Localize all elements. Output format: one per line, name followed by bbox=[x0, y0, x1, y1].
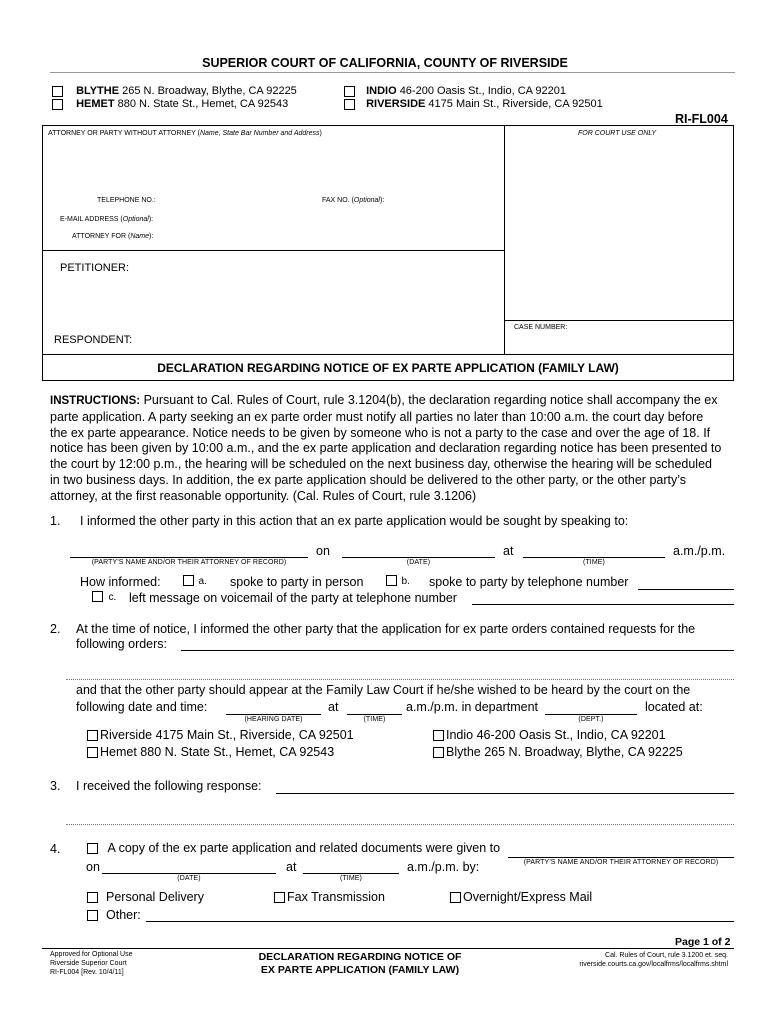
respondent-field[interactable] bbox=[135, 330, 495, 348]
overnight-mail-checkbox[interactable] bbox=[450, 892, 461, 903]
footer-rules: Cal. Rules of Court, rule 3.1200 et. seq. riverside.courts.ca.gov/localfrms/localfrms.shtml bbox=[579, 952, 728, 968]
item4-checkbox[interactable] bbox=[87, 843, 98, 854]
option-c: c. bbox=[92, 589, 116, 603]
telephone-field[interactable] bbox=[160, 193, 310, 206]
how-informed-label: How informed: bbox=[80, 575, 161, 589]
location-option-hemet: Hemet 880 N. State St., Hemet, CA 92543 bbox=[87, 745, 334, 759]
attorney-label: ATTORNEY OR PARTY WITHOUT ATTORNEY (Name, State Bar Number and Address) bbox=[48, 130, 322, 137]
option-b-text: spoke to party by telephone number bbox=[429, 575, 629, 589]
option-c-checkbox[interactable] bbox=[92, 591, 103, 602]
personal-delivery-option: Personal Delivery bbox=[87, 890, 204, 904]
other-option: Other: bbox=[87, 908, 141, 922]
option-a-checkbox[interactable] bbox=[183, 575, 194, 586]
item2-text3: and that the other party should appear at the Family Law Court if he/she wished to be heard by the court on the bbox=[76, 683, 691, 697]
item1-text: I informed the other party in this action that an ex parte application would be sought by speaking to: bbox=[80, 514, 629, 528]
item4-party-line[interactable] bbox=[508, 857, 734, 858]
dept-line[interactable] bbox=[545, 714, 637, 715]
item4-ampm-by: a.m./p.m. by: bbox=[407, 860, 480, 874]
hearing-date-caption: (HEARING DATE) bbox=[244, 716, 303, 723]
phone-number-line[interactable] bbox=[638, 589, 734, 590]
item1-date-caption: (DATE) bbox=[406, 559, 431, 566]
court-title: SUPERIOR COURT OF CALIFORNIA, COUNTY OF RIVERSIDE bbox=[202, 56, 568, 70]
telephone-label: TELEPHONE NO.: bbox=[97, 197, 156, 204]
item1-ampm: a.m./p.m. bbox=[673, 544, 726, 558]
email-label: E-MAIL ADDRESS (Optional): bbox=[60, 216, 154, 223]
location-blythe: BLYTHE 265 N. Broadway, Blythe, CA 92225 bbox=[52, 85, 297, 97]
court-use-label: FOR COURT USE ONLY bbox=[578, 130, 657, 137]
item2-at: at bbox=[328, 700, 339, 714]
riverside-checkbox[interactable] bbox=[344, 99, 355, 110]
option-c-text: left message on voicemail of the party at telephone number bbox=[129, 591, 457, 605]
location-option-indio: Indio 46-200 Oasis St., Indio, CA 92201 bbox=[433, 728, 666, 742]
fax-transmission-option: Fax Transmission bbox=[274, 890, 385, 904]
hearing-time-line[interactable] bbox=[347, 714, 402, 715]
location-option-blythe: Blythe 265 N. Broadway, Blythe, CA 92225 bbox=[433, 745, 683, 759]
overnight-mail-option: Overnight/Express Mail bbox=[450, 890, 592, 904]
item1-number: 1. bbox=[50, 514, 61, 528]
item4-at: at bbox=[286, 860, 297, 874]
orders-line-2[interactable] bbox=[66, 679, 734, 680]
location-hemet: HEMET 880 N. State St., Hemet, CA 92543 bbox=[52, 98, 288, 110]
petitioner-label: PETITIONER: bbox=[60, 262, 130, 274]
location-hemet-checkbox[interactable] bbox=[87, 747, 98, 758]
location-blythe-checkbox[interactable] bbox=[433, 747, 444, 758]
item2-text4: following date and time: bbox=[76, 700, 208, 714]
option-b-checkbox[interactable] bbox=[386, 575, 397, 586]
location-indio-checkbox[interactable] bbox=[433, 730, 444, 741]
hearing-date-line[interactable] bbox=[226, 714, 321, 715]
email-field[interactable] bbox=[165, 212, 495, 225]
item4-copy-option: A copy of the ex parte application and related documents were given to bbox=[87, 841, 500, 855]
location-riverside: RIVERSIDE 4175 Main St., Riverside, CA 92501 bbox=[344, 98, 603, 110]
item1-date-line[interactable] bbox=[342, 557, 495, 558]
item4-date-line[interactable] bbox=[102, 873, 276, 874]
header-rule bbox=[50, 72, 735, 73]
footer-rule bbox=[42, 948, 734, 949]
item3-number: 3. bbox=[50, 779, 61, 793]
item4-date-caption: (DATE) bbox=[177, 875, 201, 882]
item1-time-line[interactable] bbox=[523, 557, 665, 558]
petitioner-field[interactable] bbox=[135, 258, 495, 276]
hemet-checkbox[interactable] bbox=[52, 99, 63, 110]
item1-on: on bbox=[316, 544, 330, 558]
respondent-label: RESPONDENT: bbox=[54, 334, 133, 346]
case-number-divider bbox=[504, 320, 734, 321]
location-indio: INDIO 46-200 Oasis St., Indio, CA 92201 bbox=[344, 85, 566, 97]
other-checkbox[interactable] bbox=[87, 910, 98, 921]
item4-party-caption: (PARTY'S NAME AND/OR THEIR ATTORNEY OF RECORD) bbox=[523, 859, 719, 866]
item1-at: at bbox=[503, 544, 514, 558]
item4-on: on bbox=[86, 860, 100, 874]
item2-ampm-dept: a.m./p.m. in department bbox=[406, 700, 539, 714]
fax-field[interactable] bbox=[393, 193, 498, 206]
location-riverside-checkbox[interactable] bbox=[87, 730, 98, 741]
response-line-2[interactable] bbox=[66, 824, 734, 825]
indio-checkbox[interactable] bbox=[344, 86, 355, 97]
option-b: b. bbox=[386, 573, 410, 587]
item1-party-caption: (PARTY'S NAME AND/OR THEIR ATTORNEY OF RECORD) bbox=[91, 559, 287, 566]
blythe-checkbox[interactable] bbox=[52, 86, 63, 97]
location-option-riverside: Riverside 4175 Main St., Riverside, CA 92501 bbox=[87, 728, 354, 742]
document-title: DECLARATION REGARDING NOTICE OF EX PARTE APPLICATION (FAMILY LAW) bbox=[42, 355, 734, 381]
item2-number: 2. bbox=[50, 622, 61, 636]
item4-time-line[interactable] bbox=[303, 873, 399, 874]
located-at: located at: bbox=[645, 700, 703, 714]
instructions: INSTRUCTIONS: Pursuant to Cal. Rules of Court, rule 3.1204(b), the declaration regarding notice shall accompany the ex parte application. A party seeking an ex parte order must notify all parties no later than 10:00 a.m. the court day before the ex parte appearance. Notice needs to be given by someone who is not a party to the case and over the age of 18. If notice has been given by 10:00 a.m., and the ex parte application and declaration regarding notice has been presented to the court by 12:00 p.m., the hearing will be scheduled on the next business day, otherwise the hearing will be scheduled in two business days. In addition, the ex parte application should be delivered to the other party, or the other party’s attorney, at the first reasonable opportunity. (Cal. Rules of Court, rule 3.1206) bbox=[50, 393, 722, 503]
party-divider bbox=[42, 250, 504, 251]
other-line[interactable] bbox=[146, 921, 734, 922]
footer-title: DECLARATION REGARDING NOTICE OF EX PARTE APPLICATION (FAMILY LAW) bbox=[258, 951, 462, 976]
item1-party-line[interactable] bbox=[70, 557, 308, 558]
item1-time-caption: (TIME) bbox=[583, 559, 605, 566]
page-number: Page 1 of 2 bbox=[675, 936, 731, 948]
fax-label: FAX NO. (Optional): bbox=[322, 197, 385, 204]
form-id: RI-FL004 bbox=[675, 112, 728, 126]
fax-transmission-checkbox[interactable] bbox=[274, 892, 285, 903]
option-a: a. bbox=[183, 573, 207, 587]
case-number-field[interactable] bbox=[514, 334, 724, 350]
response-line-1[interactable] bbox=[276, 793, 734, 794]
personal-delivery-checkbox[interactable] bbox=[87, 892, 98, 903]
case-number-label: CASE NUMBER: bbox=[514, 324, 568, 331]
orders-line-1[interactable] bbox=[181, 650, 734, 651]
item3-text: I received the following response: bbox=[76, 779, 262, 793]
option-a-text: spoke to party in person bbox=[230, 575, 364, 589]
item2-text1: At the time of notice, I informed the other party that the application for ex parte orders contained requests for the bbox=[76, 622, 696, 636]
attorney-name-address-field[interactable] bbox=[50, 140, 498, 195]
item2-text2: following orders: bbox=[76, 637, 168, 651]
attorney-for-field[interactable] bbox=[163, 229, 498, 242]
item4-number: 4. bbox=[50, 842, 61, 856]
footer-approved: Approved for Optional Use Riverside Superior Court RI-FL004 [Rev. 10/4/11] bbox=[50, 951, 133, 976]
item4-time-caption: (TIME) bbox=[340, 875, 362, 882]
hearing-time-caption: (TIME) bbox=[363, 716, 386, 723]
dept-caption: (DEPT.) bbox=[578, 716, 604, 723]
attorney-for-label: ATTORNEY FOR (Name): bbox=[72, 233, 154, 240]
voicemail-number-line[interactable] bbox=[472, 604, 734, 605]
